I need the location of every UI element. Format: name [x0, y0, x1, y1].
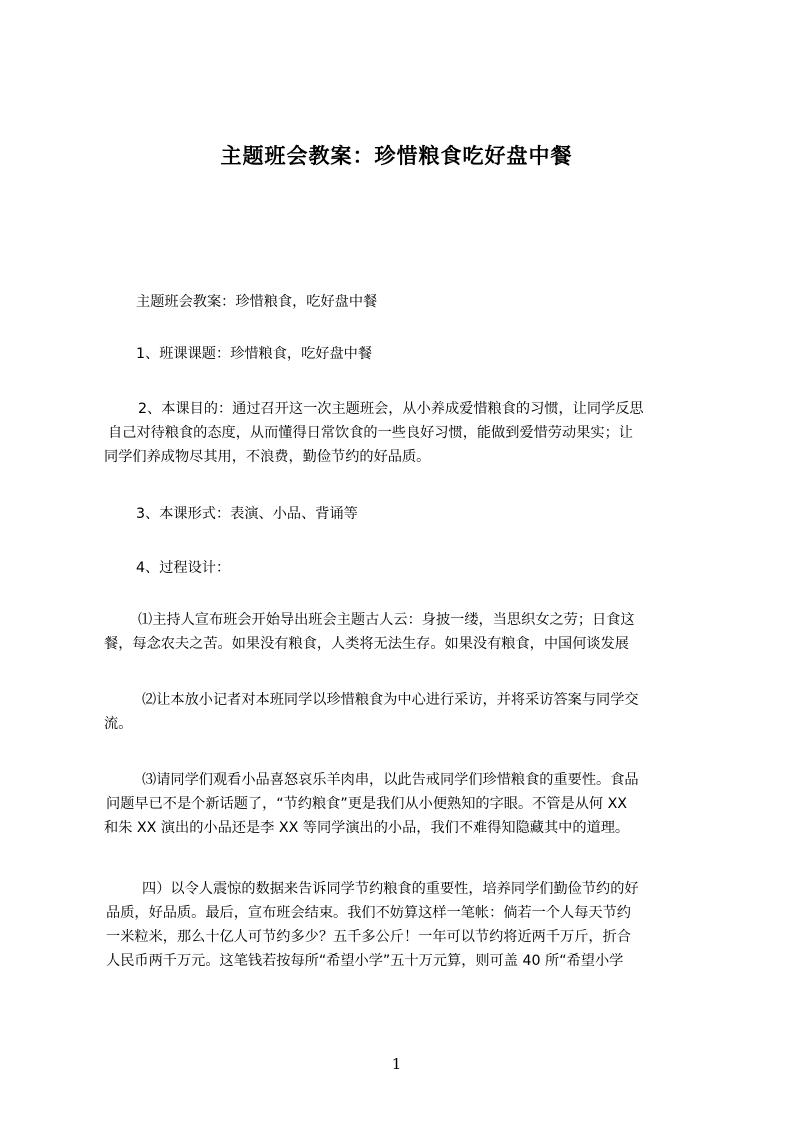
section-1-topic [136, 342, 742, 366]
section-3-form [136, 502, 742, 526]
process-step-3 [104, 768, 710, 840]
process-step-1 [104, 608, 710, 656]
process-step-2 [104, 688, 710, 736]
process-step-4 [104, 877, 710, 973]
text-line: 人民币两千万元。这笔钱若按每所“希望小学”五十万元算，则可盖 40 所“希望小学 [106, 953, 624, 969]
text-line: ⑵让本放小记者对本班同学以珍惜粮食为中心进行采访，并将采访答案与同学交 [142, 692, 639, 708]
text-line: 4、过程设计： [136, 560, 231, 576]
text-line: 四）以令人震惊的数据来告诉同学节约粮食的重要性，培养同学们勤俭节约的好 [142, 881, 639, 897]
text-line: 自己对待粮食的态度，从而懂得日常饮食的一些良好习惯，能做到爱惜劳动果实；让 [108, 425, 633, 441]
text-line: 一米粒米，那么十亿人可节约多少？五千多公斤！一年可以节约将近两千万斤，折合 [106, 929, 631, 945]
section-2-purpose [104, 397, 710, 469]
intro-paragraph [136, 290, 742, 314]
text-line: 品质，好品质。最后，宣布班会结束。我们不妨算这样一笔帐：倘若一个人每天节约 [106, 905, 631, 921]
text-line: 问题早已不是个新话题了，“节约粮食”更是我们从小便熟知的字眼。不管是从何 XX [106, 796, 628, 812]
text-line: 和朱 XX 演出的小品还是李 XX 等同学演出的小品，我们不难得知隐藏其中的道理。 [104, 820, 630, 836]
text-line: 3、本课形式：表演、小品、背诵等 [136, 506, 358, 522]
text-line: 1、班课课题：珍惜粮食，吃好盘中餐 [136, 346, 373, 362]
text-line: 2、本课目的：通过召开这一次主题班会，从小养成爱惜粮食的习惯，让同学反思 [138, 401, 644, 417]
document-title: 主题班会教案：珍惜粮食吃好盘中餐 [220, 144, 573, 168]
text-line: 同学们养成物尽其用，不浪费，勤俭节约的好品质。 [104, 449, 431, 465]
section-4-process [136, 556, 742, 580]
text-line: 餐，每念农夫之苦。如果没有粮食，人类将无法生存。如果没有粮食，中国何谈发展 [104, 636, 629, 652]
text-line: 流。 [104, 716, 133, 732]
text-line: ⑴主持人宣布班会开始导出班会主题古人云：身披一缕，当思织女之劳；日食这 [138, 612, 635, 628]
page-number: 1 [391, 1055, 402, 1073]
text-line: ⑶请同学们观看小品喜怒哀乐羊肉串，以此告戒同学们珍惜粮食的重要性。食品 [142, 772, 639, 788]
text-line: 主题班会教案：珍惜粮食，吃好盘中餐 [136, 294, 378, 310]
